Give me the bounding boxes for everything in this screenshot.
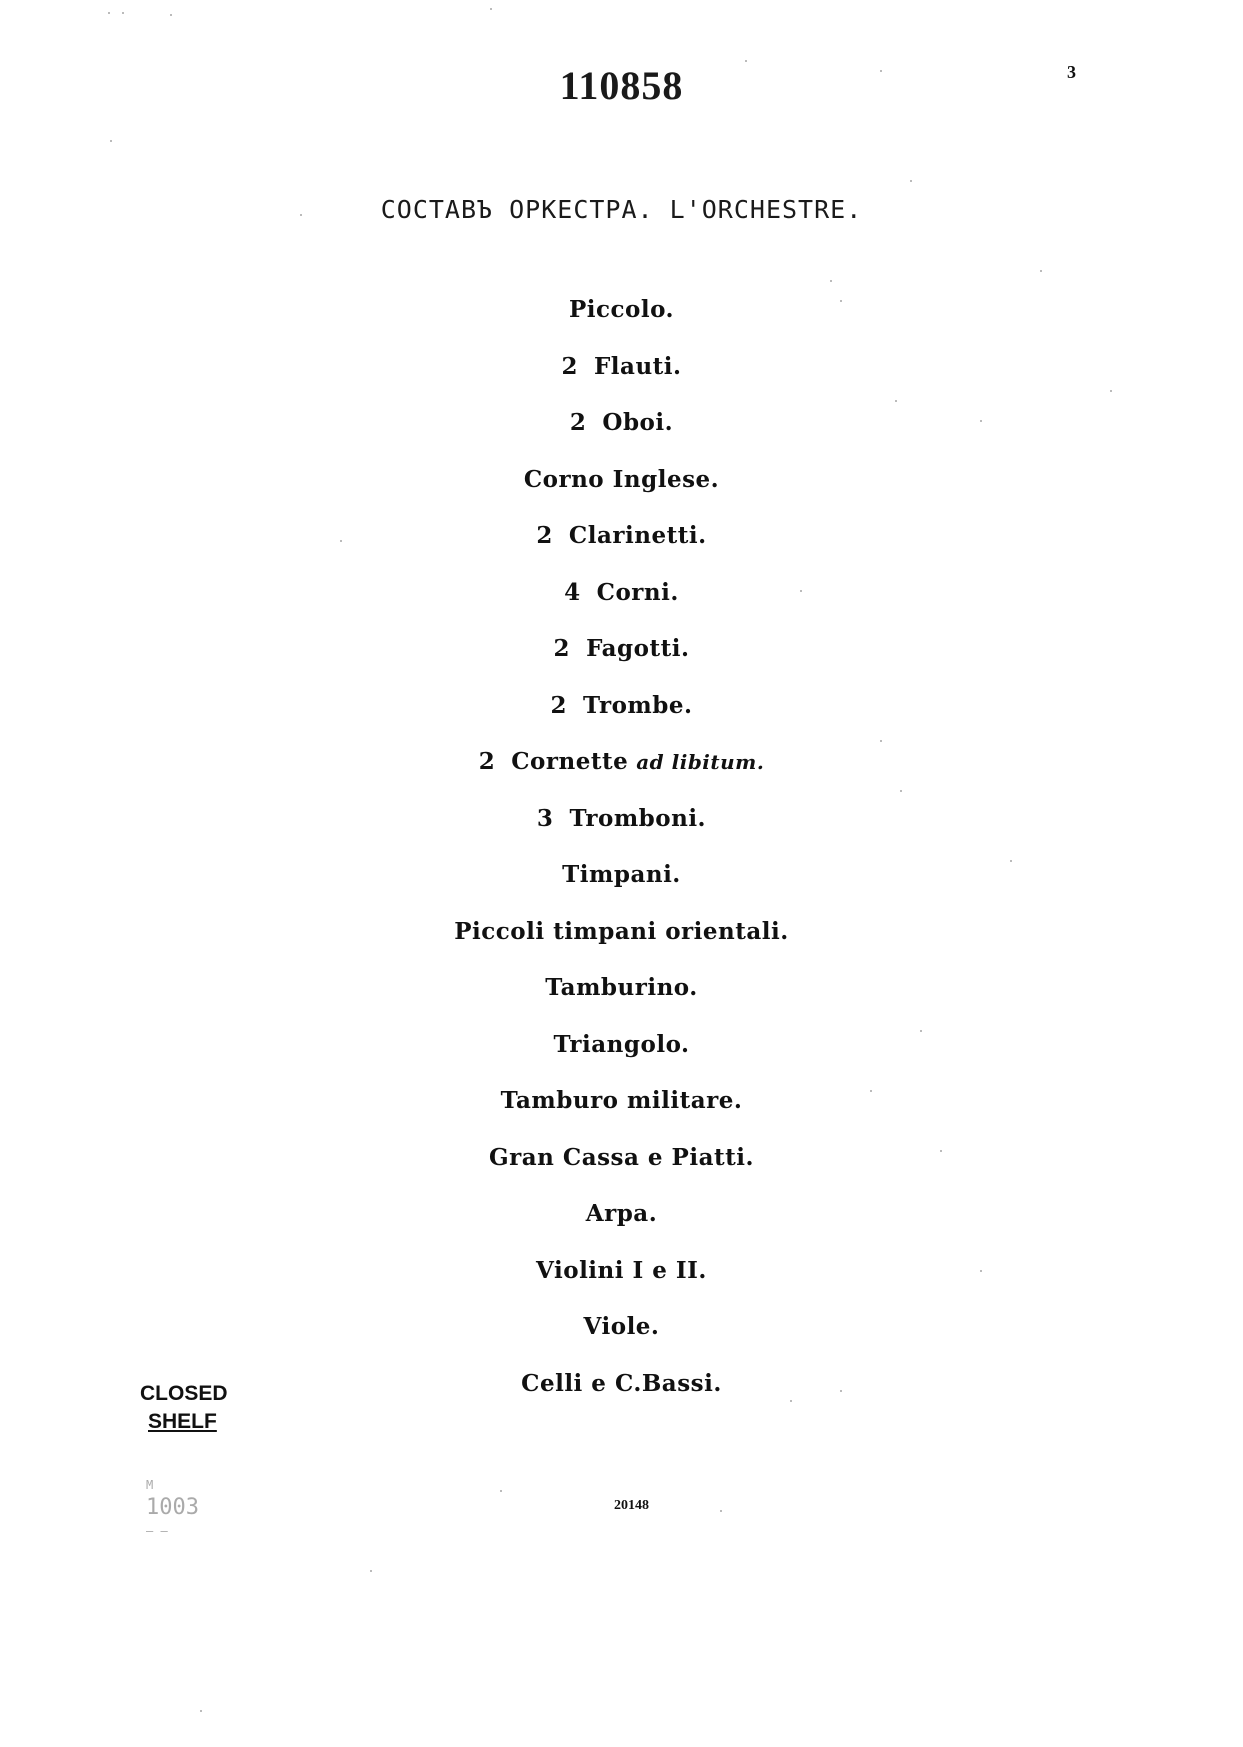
instrument-name: Tamburo militare. — [500, 1087, 743, 1114]
instrument-count: 4 — [564, 578, 581, 606]
stamp-line-shelf: SHELF — [148, 1410, 217, 1433]
page-number: 3 — [1067, 62, 1076, 82]
instrument-line — [0, 861, 1243, 888]
instrument-line — [0, 918, 1243, 945]
instrument-line — [0, 748, 1243, 775]
scan-speck — [720, 1510, 722, 1512]
scan-speck — [122, 12, 124, 14]
instrument-line — [0, 466, 1243, 493]
scan-speck — [910, 180, 912, 182]
instrument-line — [0, 296, 1243, 323]
scan-speck — [745, 60, 747, 62]
instrument-name: Arpa. — [585, 1200, 658, 1227]
instrument-name: Gran Cassa e Piatti. — [489, 1143, 754, 1171]
scan-speck — [895, 400, 897, 402]
scan-speck — [800, 590, 802, 592]
scan-speck — [870, 1090, 872, 1092]
instrument-name: Tamburino. — [545, 974, 698, 1001]
instrument-count: 2 — [569, 409, 587, 436]
scan-speck — [880, 70, 882, 72]
instrument-name: Clarinetti. — [568, 522, 707, 549]
scan-speck — [790, 1400, 792, 1402]
instrument-name: Corno Inglese. — [523, 465, 720, 493]
scan-speck — [840, 300, 842, 302]
scan-speck — [940, 1150, 942, 1152]
instrument-name: Trombe. — [583, 691, 693, 719]
library-stamp — [140, 1380, 228, 1436]
instrument-name: Piccolo. — [568, 296, 675, 323]
pencil-line-2: 1003 — [146, 1495, 199, 1520]
instrument-count: 2 — [553, 635, 571, 662]
scan-speck — [200, 1710, 202, 1712]
instrument-name: Viole. — [583, 1313, 660, 1340]
instrument-name: Tromboni. — [569, 804, 707, 832]
instrument-name: Fagotti. — [586, 635, 690, 662]
plate-number: 20148 — [614, 1498, 649, 1513]
scan-speck — [900, 790, 902, 792]
scan-speck — [920, 1030, 922, 1032]
scan-speck — [1010, 860, 1012, 862]
instrument-name: Violini I e II. — [536, 1256, 707, 1284]
scan-speck — [370, 1570, 372, 1572]
instrument-name: Flauti. — [593, 352, 682, 380]
instrument-line — [0, 1313, 1243, 1340]
scan-speck — [110, 140, 112, 142]
scan-speck — [170, 14, 172, 16]
instrument-name: Piccoli timpani orientali. — [454, 917, 789, 945]
instrument-count: 2 — [550, 691, 568, 719]
instrument-line — [0, 974, 1243, 1001]
instrument-count: 2 — [561, 352, 578, 380]
instrument-line — [0, 522, 1243, 549]
scan-speck — [980, 420, 982, 422]
pencil-line-1: M — [146, 1478, 154, 1492]
scan-speck — [880, 740, 882, 742]
scan-speck — [1110, 390, 1112, 392]
instrument-name: Cornette — [511, 748, 629, 775]
scan-speck — [490, 8, 492, 10]
scan-speck — [108, 12, 110, 14]
scan-speck — [1040, 270, 1042, 272]
catalog-number: 110858 — [559, 63, 684, 108]
pencil-annotation — [146, 1478, 199, 1538]
instrument-line — [0, 409, 1243, 436]
instrument-line — [0, 692, 1243, 719]
scan-speck — [840, 1390, 842, 1392]
page-heading: СОСТАВЪ ОРКЕСТРА. L'ORCHESTRE. — [380, 195, 863, 224]
instrument-name: Timpani. — [562, 861, 681, 888]
instrument-count: 3 — [536, 804, 554, 832]
scan-speck — [300, 214, 302, 216]
instrument-count: 2 — [478, 748, 496, 775]
instrument-line — [0, 1257, 1243, 1284]
pencil-line-3: — — — [146, 1524, 168, 1538]
instrument-line — [0, 353, 1243, 380]
scan-speck — [500, 1490, 502, 1492]
scan-speck — [980, 1270, 982, 1272]
instrument-line — [0, 805, 1243, 832]
instrument-line — [0, 635, 1243, 662]
instrument-name: Oboi. — [602, 409, 674, 436]
instrument-name: Corni. — [596, 578, 679, 606]
instrument-line — [0, 1144, 1243, 1171]
instrument-line — [0, 579, 1243, 606]
stamp-line-closed: CLOSED — [140, 1382, 228, 1405]
instrument-name: Celli e C.Bassi. — [521, 1369, 722, 1397]
instrument-line — [0, 1200, 1243, 1227]
scan-speck — [830, 280, 832, 282]
instrument-count: 2 — [536, 522, 553, 549]
instrument-note: ad libitum. — [636, 750, 765, 774]
instrument-line — [0, 1031, 1243, 1058]
instrument-name: Triangolo. — [553, 1030, 690, 1058]
scan-speck — [340, 540, 342, 542]
instrument-line — [0, 1087, 1243, 1114]
